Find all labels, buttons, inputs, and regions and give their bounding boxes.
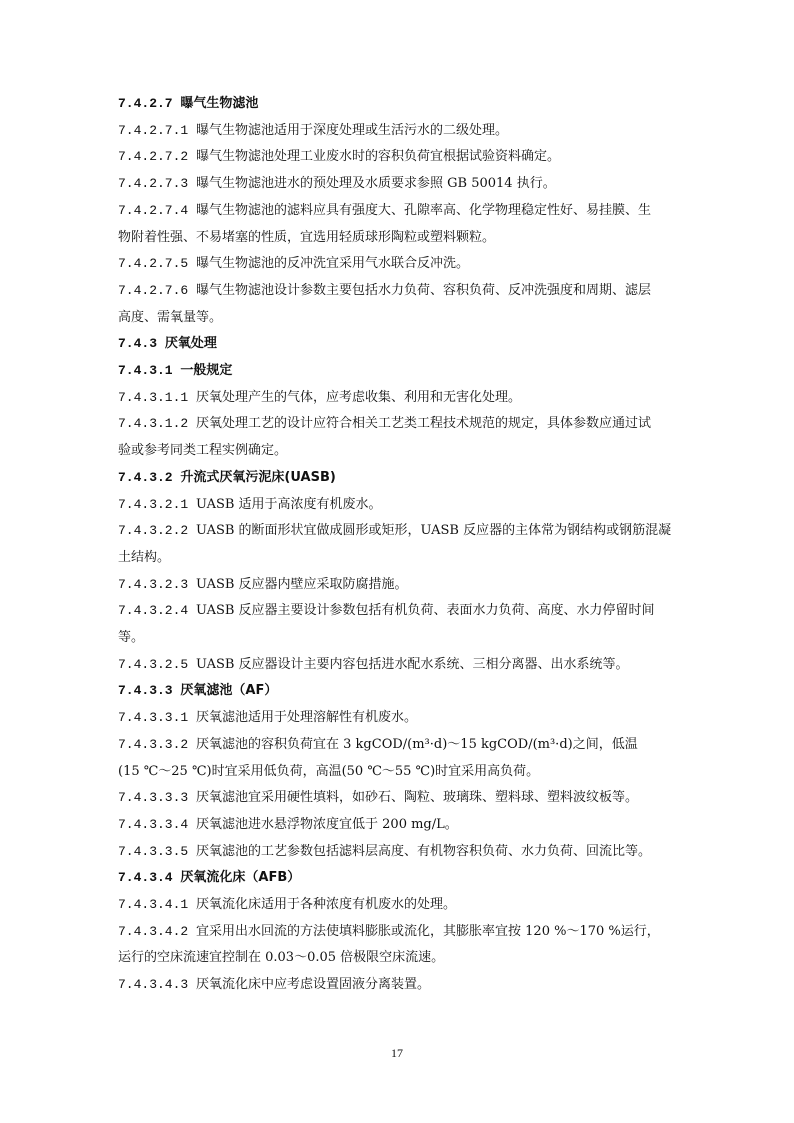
section-heading (118, 469, 678, 487)
clause-continuation: 物附着性强、不易堵塞的性质，宜选用轻质球形陶粒或塑料颗粒。 (118, 229, 496, 245)
clause-text: UASB 反应器主要设计参数包括有机负荷、表面水力负荷、高度、水力停留时间 (196, 603, 655, 619)
clause-text: UASB 的断面形状宜做成圆形或矩形，UASB 反应器的主体常为钢结构或钢筋混凝 (196, 523, 672, 539)
clause-number: 7.4.3.2.5 (118, 656, 197, 672)
clause-number: 7.4.3.3.3 (118, 790, 197, 806)
clause-number: 7.4.3.2 (118, 469, 181, 485)
clause-line (118, 282, 678, 300)
clause-line (118, 923, 678, 941)
clause-line (118, 709, 678, 727)
clause-line (118, 122, 678, 140)
clause-number: 7.4.3.2.4 (118, 603, 197, 619)
clause-text: 厌氧处理产生的气体，应考虑收集、利用和无害化处理。 (196, 389, 522, 405)
clause-continuation: 运行的空床流速宜控制在 0.03～0.05 倍极限空床流速。 (118, 950, 445, 966)
clause-line (118, 816, 678, 834)
clause-text: 曝气生物滤池设计参数主要包括水力负荷、容积负荷、反冲洗强度和周期、滤层 (196, 282, 652, 298)
clause-text: 厌氧流化床适用于各种浓度有机废水的处理。 (196, 897, 457, 912)
clause-number: 7.4.3.4.3 (118, 977, 197, 993)
clause-number: 7.4.3.3.2 (118, 736, 197, 752)
section-heading (118, 869, 678, 887)
clause-number: 7.4.3.4.2 (118, 923, 197, 939)
clause-text: UASB 反应器内壁应采取防腐措施。 (196, 576, 408, 592)
clause-text: 厌氧滤池进水悬浮物浓度宜低于 200 mg/L。 (196, 816, 458, 832)
clause-text: 厌氧流化床中应考虑设置固液分离装置。 (196, 977, 431, 993)
clause-text: 厌氧滤池（AF） (180, 683, 278, 699)
section-heading (118, 362, 678, 380)
page-number: 17 (391, 1046, 403, 1060)
clause-text: 一般规定 (180, 363, 233, 378)
clause-text: UASB 适用于高浓度有机废水。 (196, 496, 382, 512)
clause-number: 7.4.2.7.1 (118, 122, 197, 138)
clause-number: 7.4.3.2.1 (118, 496, 197, 512)
clause-number: 7.4.2.7 (118, 96, 181, 111)
clause-text: 厌氧滤池的容积负荷宜在 3 kgCOD/(m³·d)～15 kgCOD/(m³·d)之间，低温 (196, 736, 638, 752)
clause-line (118, 736, 678, 754)
clause-continuation: 土结构。 (118, 549, 171, 565)
section-heading (118, 335, 678, 353)
clause-line (118, 148, 678, 166)
clause-number: 7.4.2.7.3 (118, 176, 197, 192)
section-heading (118, 95, 678, 113)
clause-text: 曝气生物滤池进水的预处理及水质要求参照 GB 50014 执行。 (196, 176, 556, 192)
clause-number: 7.4.3.3 (118, 683, 181, 699)
clause-text: 厌氧滤池适用于处理溶解性有机废水。 (196, 710, 418, 726)
clause-text: 厌氧滤池的工艺参数包括滤料层高度、有机物容积负荷、水力负荷、回流比等。 (196, 843, 652, 859)
clause-line (118, 202, 678, 220)
clause-number: 7.4.3.1.2 (118, 416, 197, 432)
clause-text: 曝气生物滤池的反冲洗宜采用气水联合反冲洗。 (196, 256, 470, 272)
clause-line (118, 976, 678, 994)
clause-line (118, 415, 678, 433)
clause-line (118, 576, 678, 594)
clause-line (118, 522, 678, 540)
clause-continuation: (15 ℃～25 ℃)时宜采用低负荷，高温(50 ℃～55 ℃)时宜采用高负荷。 (118, 763, 540, 779)
clause-line (118, 843, 678, 861)
clause-number: 7.4.3.2.2 (118, 523, 197, 539)
clause-number: 7.4.3.2.3 (118, 576, 197, 592)
section-heading (118, 682, 678, 700)
clause-number: 7.4.3.3.4 (118, 816, 197, 832)
clause-number: 7.4.3.1 (118, 363, 181, 378)
clause-text: 曝气生物滤池处理工业废水时的容积负荷宜根据试验资料确定。 (196, 149, 561, 165)
clause-line (118, 175, 678, 193)
clause-number: 7.4.3.1.1 (118, 389, 197, 405)
clause-continuation: 等。 (118, 630, 145, 645)
clause-text: 厌氧滤池宜采用硬性填料，如砂石、陶粒、玻璃珠、塑料球、塑料波纹板等。 (196, 790, 639, 806)
clause-number: 7.4.3.3.5 (118, 843, 197, 859)
clause-text: 厌氧处理 (164, 336, 217, 352)
clause-line (118, 496, 678, 514)
clause-number: 7.4.2.7.4 (118, 202, 197, 218)
clause-text: 曝气生物滤池 (180, 96, 259, 111)
clause-text: UASB 反应器设计主要内容包括进水配水系统、三相分离器、出水系统等。 (196, 656, 629, 672)
clause-line (118, 789, 678, 807)
clause-text: 厌氧流化床（AFB） (180, 870, 301, 886)
clause-text: 厌氧处理工艺的设计应符合相关工艺类工程技术规范的规定，具体参数应通过试 (196, 416, 652, 432)
clause-number: 7.4.3 (118, 336, 165, 352)
clause-line (118, 602, 678, 620)
clause-text: 曝气生物滤池的滤料应具有强度大、孔隙率高、化学物理稳定性好、易挂膜、生 (196, 202, 652, 218)
clause-continuation: 高度、需氧量等。 (118, 309, 223, 325)
clause-line (118, 656, 678, 674)
clause-number: 7.4.2.7.5 (118, 256, 197, 272)
clause-line (118, 389, 678, 407)
clause-number: 7.4.2.7.2 (118, 149, 197, 165)
clause-number: 7.4.3.4.1 (118, 897, 197, 912)
clause-number: 7.4.3.3.1 (118, 710, 197, 726)
clause-text: 宜采用出水回流的方法使填料膨胀或流化，其膨胀率宜按 120 %～170 %运行， (196, 923, 660, 939)
clause-continuation: 验或参考同类工程实例确定。 (118, 443, 288, 459)
clause-text: 升流式厌氧污泥床(UASB) (180, 469, 336, 485)
clause-text: 曝气生物滤池适用于深度处理或生活污水的二级处理。 (196, 122, 509, 138)
clause-number: 7.4.3.4 (118, 870, 181, 886)
clause-number: 7.4.2.7.6 (118, 282, 197, 298)
clause-line (118, 896, 678, 914)
clause-line (118, 255, 678, 273)
